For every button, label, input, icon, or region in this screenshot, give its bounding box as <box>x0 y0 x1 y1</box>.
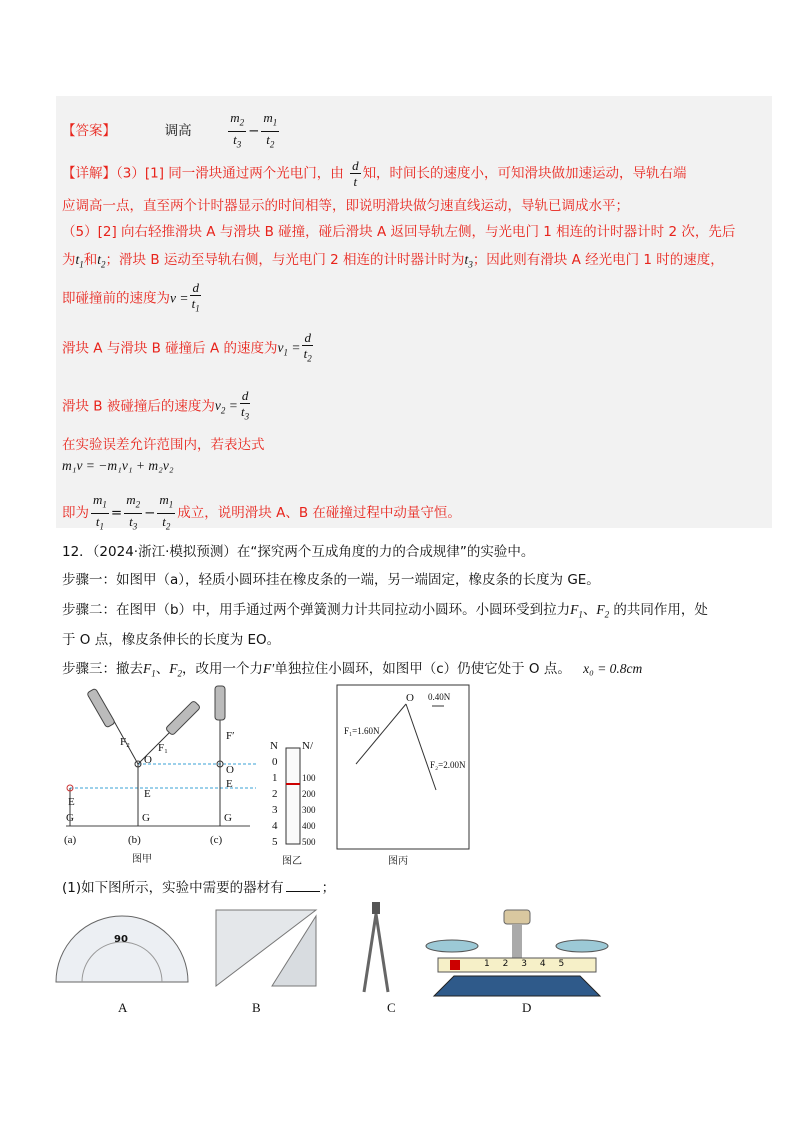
answer-line: 【答案】 调高 $\frac{m_2}{t_3}$ − $\frac{m_1}{t_2}$ <box>62 110 281 152</box>
option-B: B <box>252 1000 261 1015</box>
question-heading: 12．（2024·浙江·模拟预测）在“探究两个互成角度的力的合成规律”的实验中。 <box>62 544 535 560</box>
set-squares-image <box>212 906 322 992</box>
balance-ruler-numbers: 1 2 3 4 5 <box>484 959 565 969</box>
momentum-equation: m₁v = −m₁v₁ + m₂v₂ <box>62 458 174 473</box>
step-two: 步骤二：在图甲（b）中，用手通过两个弹簧测力计共同拉动小圆环。小圆环受到拉力$F_1$、$F_2$ 的共同作用，处 <box>62 602 708 620</box>
answer-blank1: 调高 <box>164 123 192 140</box>
detail-line6: 滑块 A 与滑块 B 碰撞后 A 的速度为$v_1$ = $\frac{d}{t_2}$ <box>62 330 312 364</box>
compass-image <box>356 900 396 996</box>
figure-jia: E E E O O F₂ F₁ F′ G G G (a) (b) (c) 图甲 <box>60 684 260 870</box>
balance-image <box>424 908 610 1000</box>
detail-tag: 【详解】 <box>62 165 116 182</box>
figure-bing-caption: 图丙 <box>388 856 408 867</box>
step-one: 步骤一：如图甲（a），轻质小圆环挂在橡皮条的一端，另一端固定，橡皮条的长度为 GE。 <box>62 572 600 588</box>
protractor-image: 90 <box>52 910 192 986</box>
option-C: C <box>387 1000 396 1015</box>
figure-yi: N N/ 0 1 2 3 4 5 100 200 300 400 500 图乙 <box>260 744 330 854</box>
yi-left-ticks: 0 1 2 3 4 5 <box>272 756 278 848</box>
option-D: D <box>522 1000 532 1015</box>
sub-question-1: (1)如下图所示，实验中需要的器材有 ； <box>62 880 336 896</box>
option-A: A <box>118 1000 128 1015</box>
detail-line5: 即碰撞前的速度为v = $\frac{d}{t_1}$ <box>62 280 200 314</box>
step-two-cont: 于 O 点，橡皮条伸长的长度为 EO。 <box>62 632 281 648</box>
figure-jia-caption: 图甲 <box>132 854 152 865</box>
detail-line3: （5）[2] 向右轻推滑块 A 与滑块 B 碰撞，碰后滑块 A 返回导轨左侧，与光电门 1 相连的计时器计时 2 次，先后 <box>62 224 736 240</box>
answer-frac1: $\frac{m_2}{t_3}$ <box>230 110 245 150</box>
detail-line9: 即为 $\frac{m_1}{t_1}$ = $\frac{m_2}{t_3}$ − $\frac{m_1}{t_2}$ 成立，说明滑块 A、B 在碰撞过程中动量守恒。 <box>62 492 461 532</box>
figure-bing: O 0.40N F₁=1.60N F₂=2.00N 图丙 <box>336 684 470 850</box>
answer-frac2: $\frac{m_1}{t_2}$ <box>263 110 278 150</box>
detail-line7: 滑块 B 被碰撞后的速度为$v_2$ = $\frac{d}{t_3}$ <box>62 388 250 422</box>
detail-line8: 在实验误差允许范围内，若表达式 <box>62 437 265 453</box>
answer-tag: 【答案】 <box>62 123 116 140</box>
step-three: 步骤三：撤去$F_1$、$F_2$，改用一个力F′单独拉住小圆环，如图甲（c）仍使它处于 O 点。 x₀ = 0.8cm <box>62 661 643 679</box>
detail-line4: 为$t_1$和$t_2$；滑块 B 运动至导轨右侧，与光电门 2 相连的计时器计时为$t_3$；因此则有滑块 A 经光电门 1 时的速度， <box>62 252 724 270</box>
yi-right-ticks: 100 200 300 400 500 <box>302 773 316 847</box>
x0-value: x₀ = 0.8cm <box>583 661 643 676</box>
v-eq-d-over-t: $\frac{d}{t}$ <box>352 158 359 189</box>
detail-line1: 【详解】（3）[1] 同一滑块通过两个光电门，由 $\frac{d}{t}$ 知，时间长的速度小，可知滑块做加速运动，导轨右端 <box>62 158 687 189</box>
detail-line2: 应调高一点，直至两个计时器显示的时间相等，即说明滑块做匀速直线运动，导轨已调成水平； <box>62 198 629 214</box>
figure-yi-caption: 图乙 <box>282 856 302 867</box>
